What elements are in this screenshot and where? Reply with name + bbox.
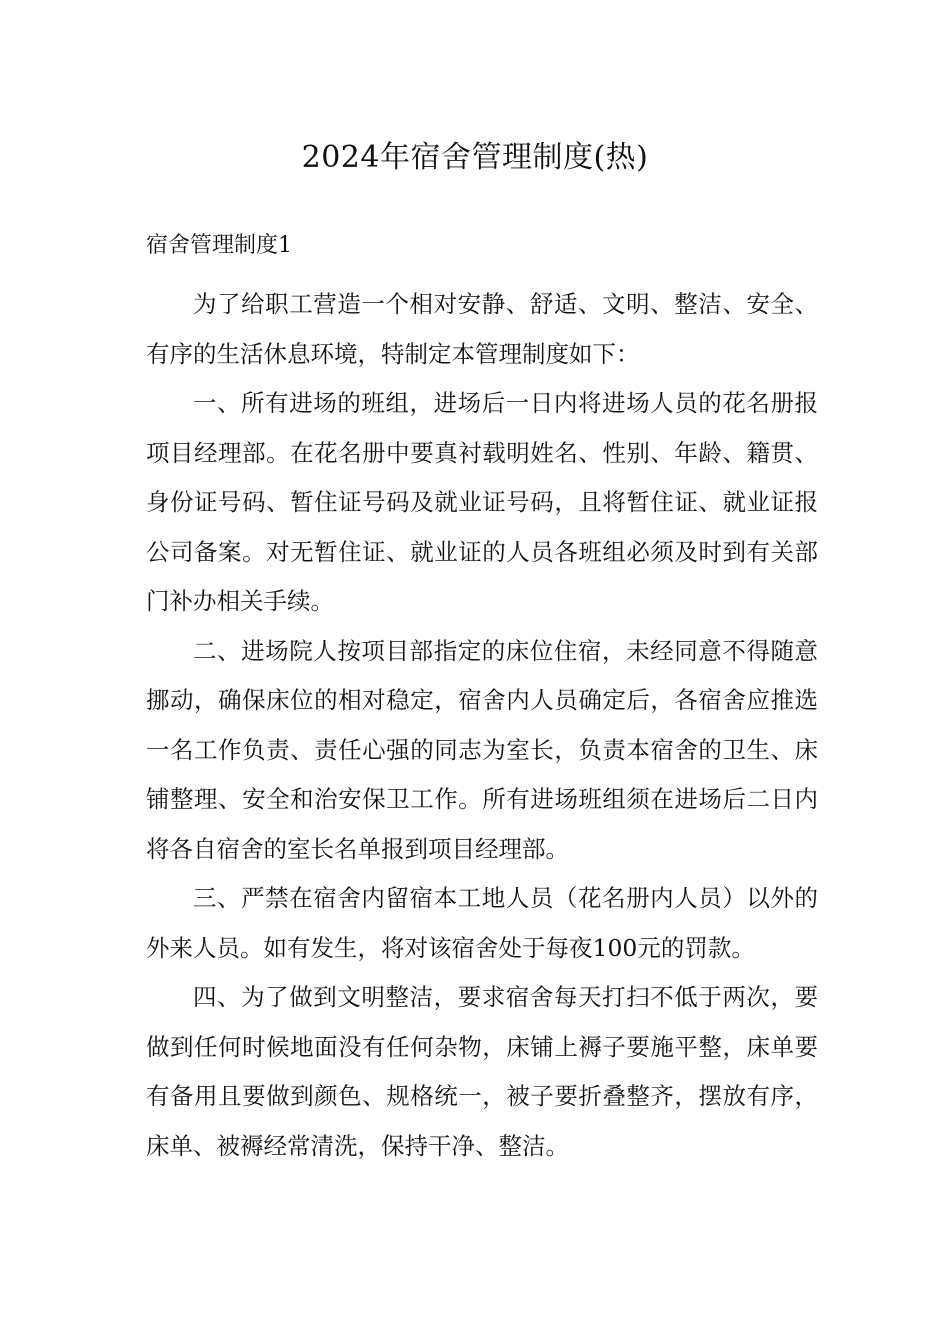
section-heading: 宿舍管理制度1 bbox=[146, 233, 292, 258]
document-body bbox=[146, 280, 818, 1171]
paragraph-rule-3: 三、严禁在宿舍内留宿本工地人员（花名册内人员）以外的外来人员。如有发生，将对该宿舍处于每夜100元的罚款。 bbox=[146, 884, 818, 962]
paragraph-rule-4: 四、为了做到文明整洁，要求宿舍每天打扫不低于两次，要做到任何时候地面没有任何杂物，床铺上褥子要施平整，床单要有备用且要做到颜色、规格统一，被子要折叠整齐，摆放有序，床单、被褥经常清洗，保持干净、整洁。 bbox=[146, 983, 818, 1160]
paragraph-rule-2: 二、进场院人按项目部指定的床位住宿，未经同意不得随意挪动，确保床位的相对稳定，宿舍内人员确定后，各宿舍应推选一名工作负责、责任心强的同志为室长，负责本宿舍的卫生、床铺整理、安全和治安保卫工作。所有进场班组须在进场后二日内将各自宿舍的室长名单报到项目经理部。 bbox=[146, 636, 818, 863]
document-title: 2024年宿舍管理制度(热) bbox=[301, 140, 649, 175]
paragraph-rule-1: 一、所有进场的班组，进场后一日内将进场人员的花名册报项目经理部。在花名册中要真衬载明姓名、性别、年龄、籍贯、身份证号码、暂住证号码及就业证号码，且将暂住证、就业证报公司备案。对无暂住证、就业证的人员各班组必须及时到有关部门补办相关手续。 bbox=[146, 389, 818, 615]
paragraph-intro: 为了给职工营造一个相对安静、舒适、文明、整洁、安全、有序的生活休息环境，特制定本管理制度如下： bbox=[146, 290, 818, 368]
